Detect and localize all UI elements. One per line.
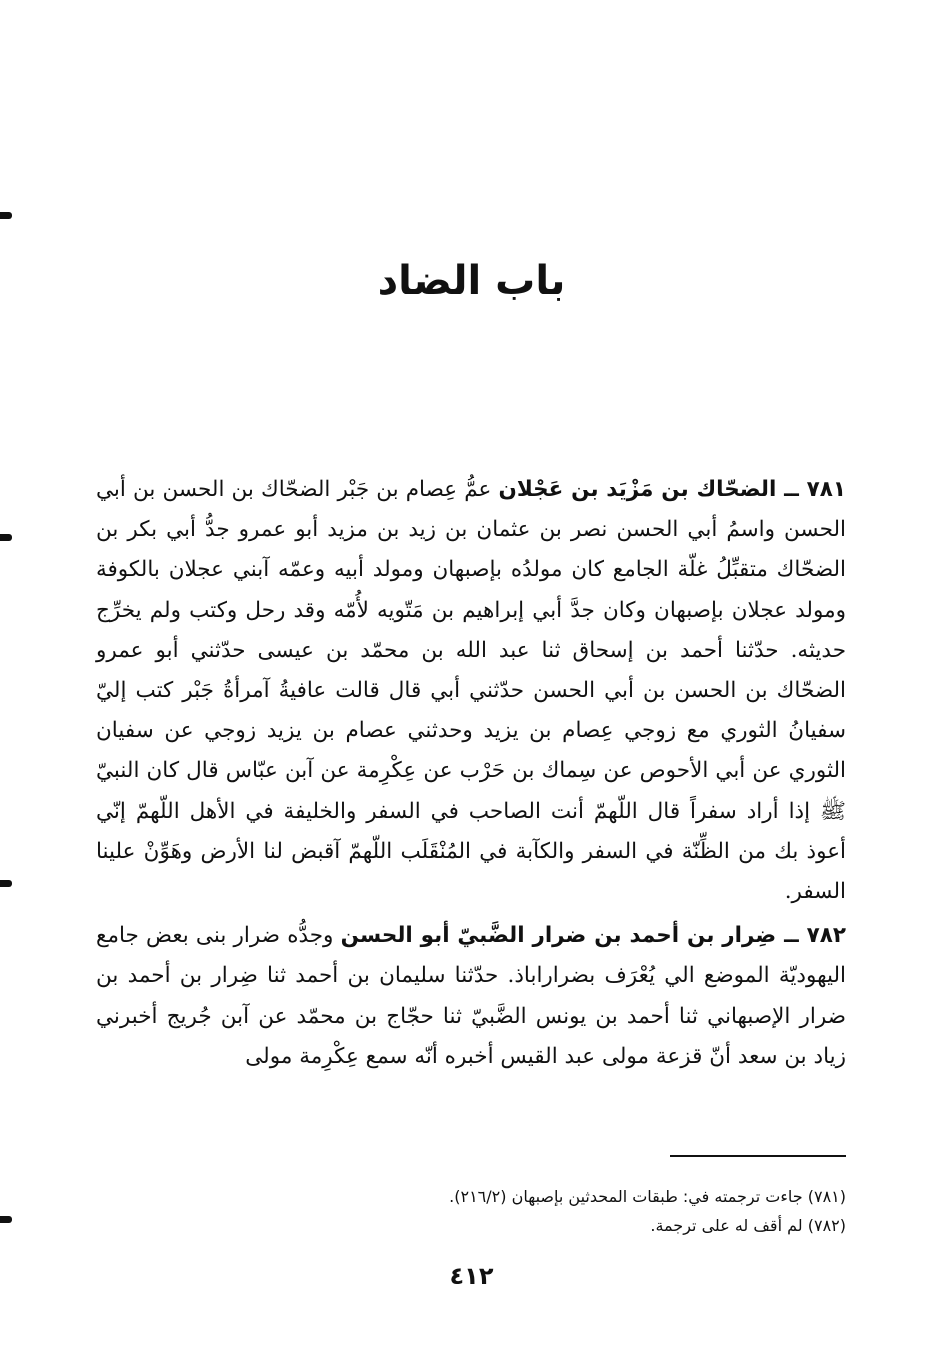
footnote-divider [670, 1155, 846, 1157]
scan-edge-mark [0, 212, 12, 219]
entry-782 [96, 916, 846, 1077]
footnote-781: (٧٨١) جاءت ترجمته في: طبقات المحدثين بإصبهان (٢١٦/٢). [449, 1187, 846, 1206]
entry-body: عمُّ عِصام بن جَبْر الضحّاك بن الحسن بن أبي الحسن واسمُ أبي الحسن نصر بن عثمان بن زيد بن مزيد أبو عمرو جدُّ أبي بكر بن الضحّاك متقبِّلُ غلّة الجامع كان مولدُه بإصبهان ومولد أبيه وعمّه آبني عجلان بالكوفة ومولد عجلان بإصبهان وكان جدَّ أبي إبراهيم بن مَتّويه لأُمّه وقد رحل وكتب ولم يخرِّج حديثه. حدّثنا أحمد بن إسحاق ثنا عبد الله بن محمّد بن عيسى حدّثني أبو عمرو الضحّاك بن الحسن بن أبي الحسن حدّثني أبي قال قالت عافيةُ آمرأةُ جَبْر كتب إليّ سفيانُ الثوري مع زوجي عِصام بن يزيد وحدثني عصام بن يزيد زوجي عن سفيان الثوري عن أبي الأحوص عن سِماك بن حَرْب عن عِكْرِمة عن آبن عبّاس قال كان النبيّ ﷺ إذا أراد سفراً قال اللّهمّ أنت الصاحب في السفر والخليفة في الأهل اللّهمّ إنّي أعوذ بك من الظِّنّة في السفر والكآبة في المُنْقَلَب اللّهمّ آقبض لنا الأرض وهَوِّنْ علينا السفر. [96, 477, 846, 905]
chapter-title: باب الضاد [377, 258, 566, 304]
main-text [96, 470, 846, 1081]
scan-edge-mark [0, 1216, 12, 1223]
entry-heading: ٧٨٢ ــ ضِرار بن أحمد بن ضرار الضَّبيّ أبو الحسن [340, 923, 846, 949]
footnote-782: (٧٨٢) لم أقف له على ترجمة. [650, 1216, 846, 1235]
entry-781 [96, 470, 846, 912]
scan-edge-mark [0, 880, 12, 887]
footnotes [96, 1182, 846, 1240]
entry-heading: ٧٨١ ــ الضحّاك بن مَزْيَد بن عَجْلان [498, 477, 846, 502]
scan-edge-mark [0, 534, 12, 541]
entry-body: وجدُّه ضرار بنى بعض جامع اليهوديّة الموضع الي يُعْرَف بضراراباذ. حدّثنا سليمان بن أحمد ثنا ضِرار بن أحمد بن ضرار الإصبهاني ثنا أحمد بن يونس الضَّبيّ ثنا حجّاج بن محمّد عن آبن جُريج أخبرني زياد بن سعد أنّ قزعة مولى عبد القيس أخبره أنّه سمع عِكْرِمة مولى [96, 923, 846, 1069]
page-number: ٤١٢ [449, 1262, 494, 1290]
